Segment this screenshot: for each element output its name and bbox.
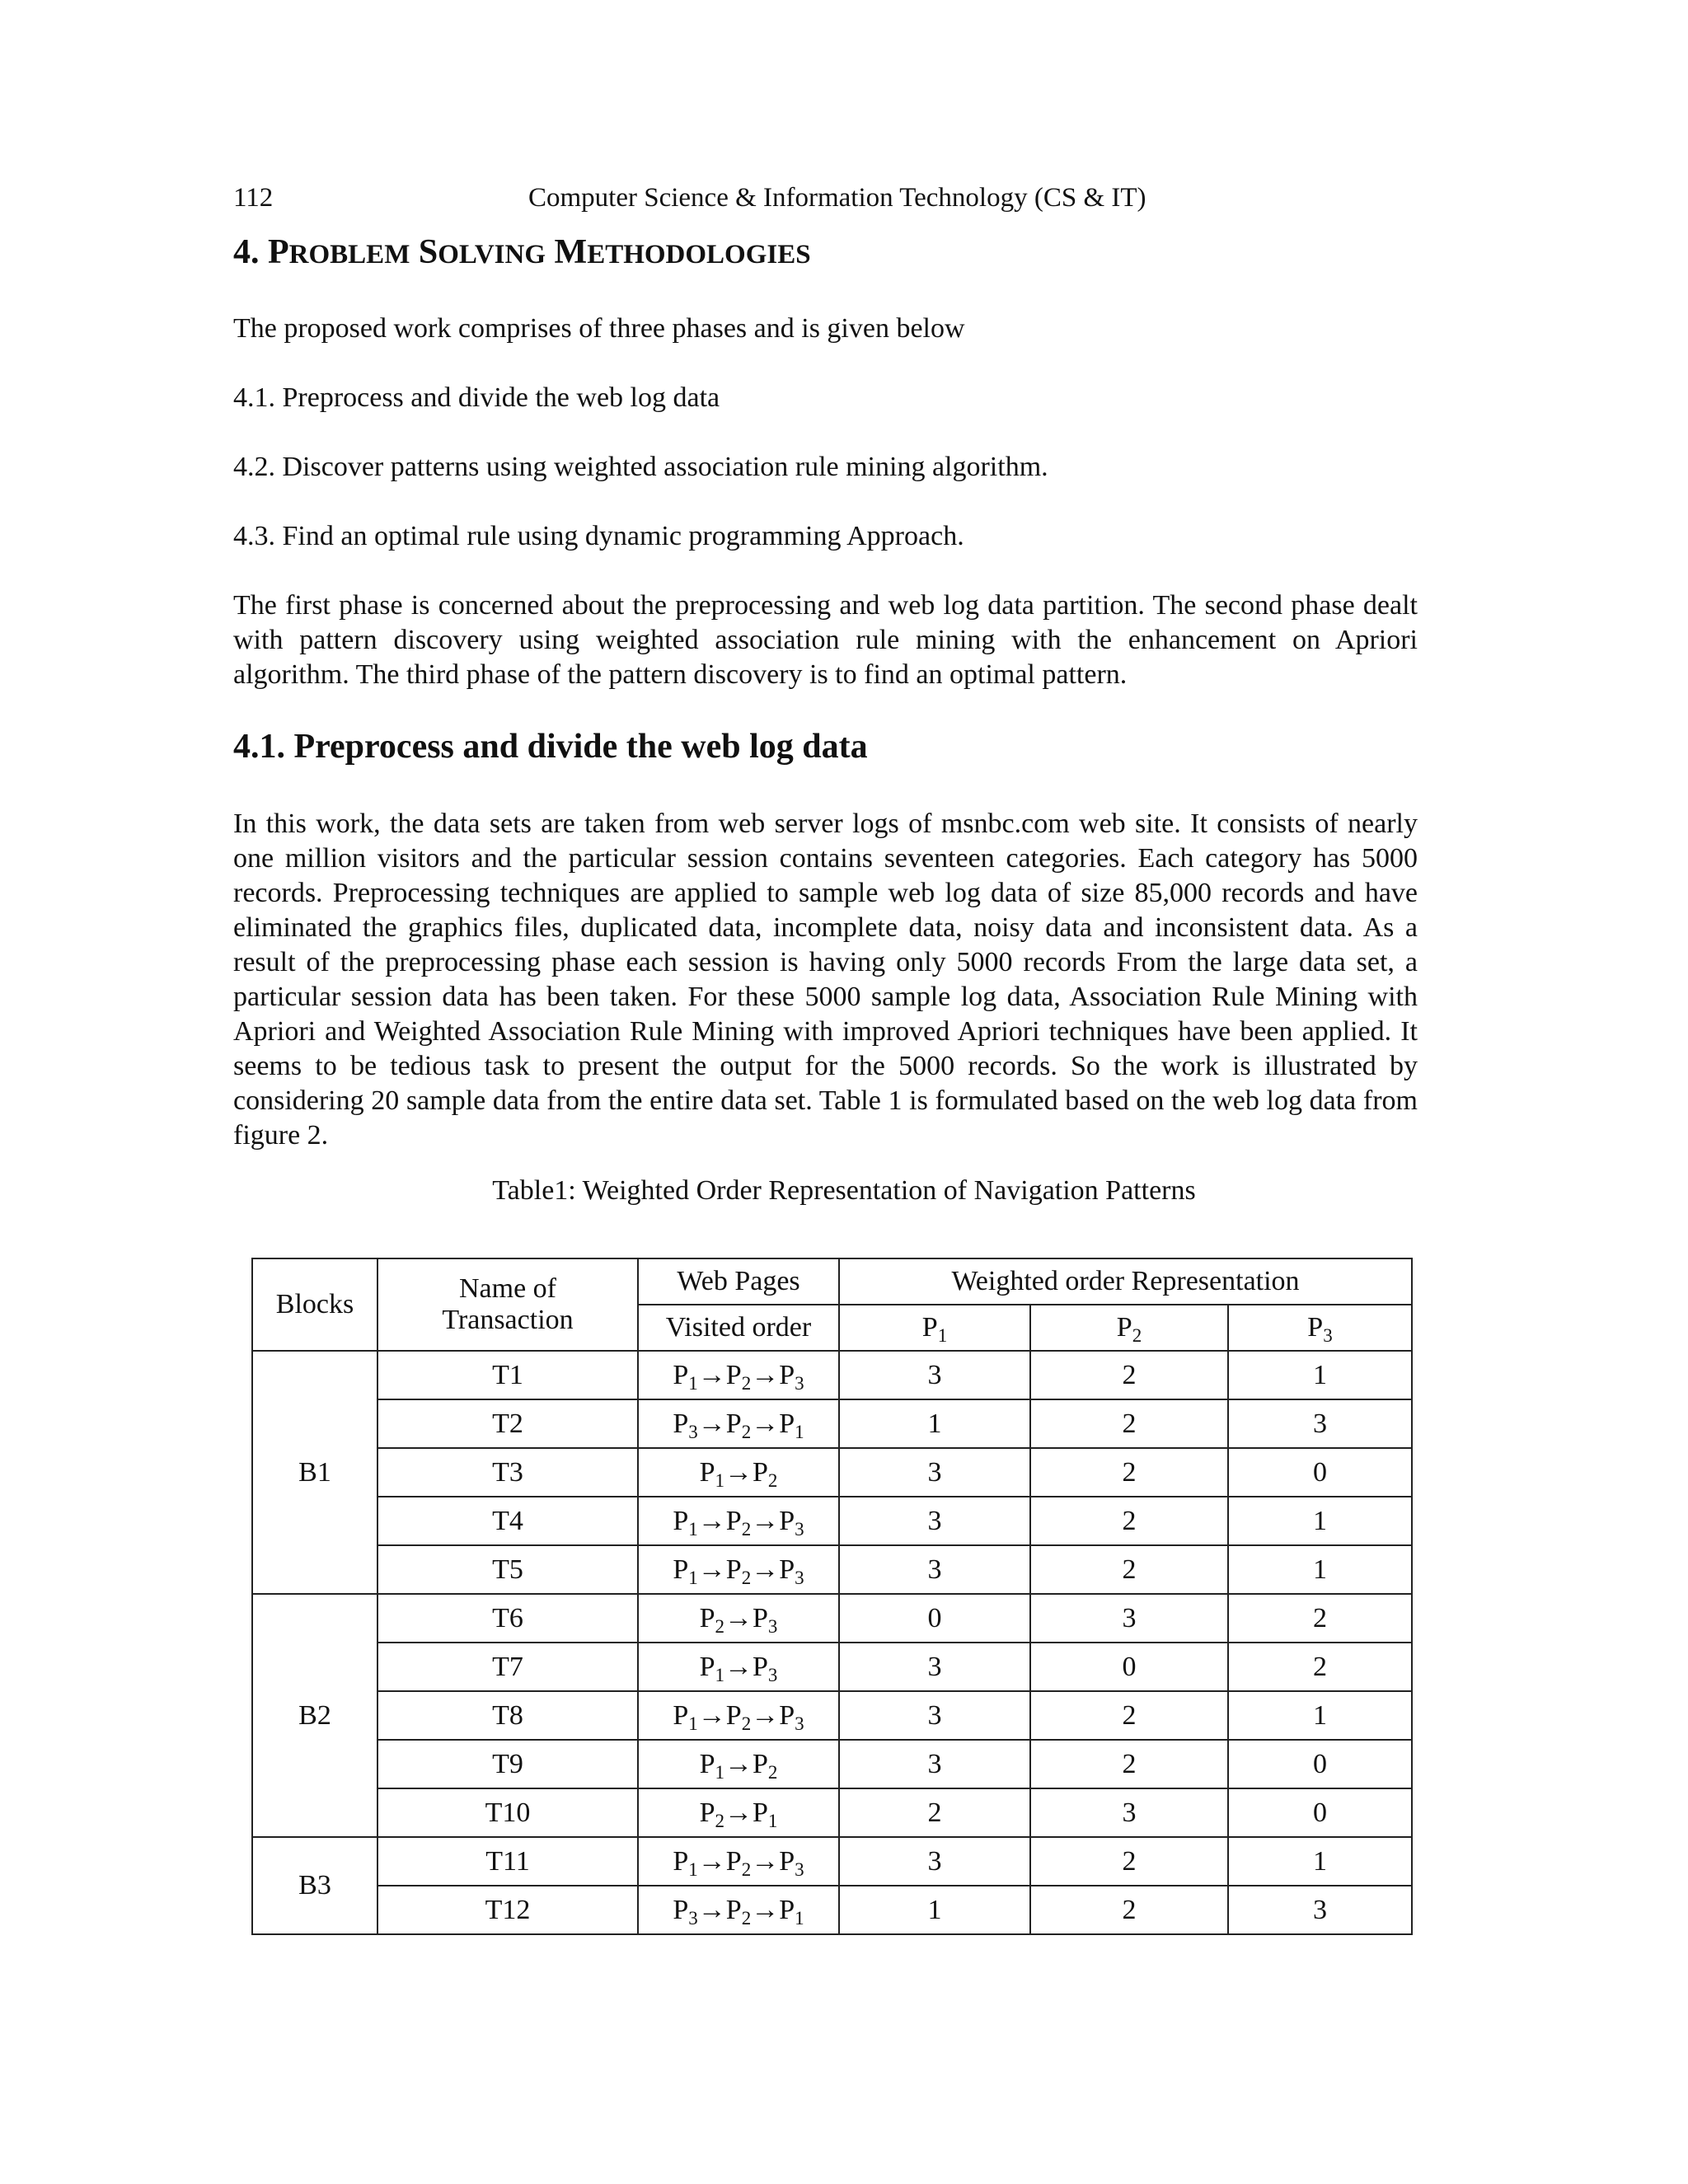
weight-cell-p2: 2 (1030, 1545, 1228, 1594)
table-row (252, 1740, 1412, 1788)
phase-item-3: 4.3. Find an optimal rule using dynamic programming Approach. (233, 521, 964, 551)
visited-order-cell: $P_1\to P_2$ (638, 1448, 839, 1497)
table-row (252, 1399, 1412, 1448)
arrow-icon: → (697, 1699, 726, 1731)
running-header (233, 183, 1420, 221)
col-header-p2: $P_2$ (1030, 1305, 1228, 1351)
table-caption: Table1: Weighted Order Representation of Navigation Patterns (492, 1175, 1196, 1206)
weight-cell-p3: 0 (1228, 1740, 1412, 1788)
weight-cell-p2: 2 (1030, 1351, 1228, 1399)
arrow-icon: → (751, 1408, 780, 1439)
weight-cell-p3: 0 (1228, 1788, 1412, 1837)
arrow-icon: → (697, 1505, 726, 1536)
table-row (252, 1886, 1412, 1934)
weight-cell-p2: 2 (1030, 1691, 1228, 1740)
col-header-pages-line1: Web Pages (638, 1258, 839, 1305)
subsection-heading: 4.1. Preprocess and divide the web log data (233, 728, 868, 766)
weight-cell-p1: 3 (839, 1837, 1030, 1886)
visited-order-cell: $P_3\to P_2\to P_1$ (638, 1399, 839, 1448)
table-row (252, 1545, 1412, 1594)
section-title-word: SOLVING (418, 233, 546, 271)
intro-paragraph: The proposed work comprises of three phases and is given below (233, 313, 965, 344)
summary-paragraph: The first phase is concerned about the preprocessing and web log data partition. The second phase dealt with pattern discovery using weighted association rule mining with the enhancement on Apriori algorithm. The third phase of the pattern discovery is to find an optimal pattern. (233, 590, 1418, 690)
visited-order-cell: $P_1\to P_2\to P_3$ (638, 1545, 839, 1594)
weight-cell-p3: 1 (1228, 1837, 1412, 1886)
phase-item-2: 4.2. Discover patterns using weighted association rule mining algorithm. (233, 452, 1048, 482)
weight-cell-p2: 2 (1030, 1399, 1228, 1448)
section-heading (233, 232, 811, 272)
transaction-cell: T2 (377, 1399, 638, 1448)
journal-title: Computer Science & Information Technology (CS & IT) (528, 183, 1146, 213)
weight-cell-p1: 3 (839, 1643, 1030, 1691)
arrow-icon: → (724, 1456, 753, 1488)
transaction-cell: T10 (377, 1788, 638, 1837)
table-row (252, 1837, 1412, 1886)
arrow-icon: → (751, 1699, 780, 1731)
transaction-cell: T5 (377, 1545, 638, 1594)
weight-cell-p1: 1 (839, 1886, 1030, 1934)
section-title-smallcaps (268, 233, 811, 271)
arrow-icon: → (751, 1845, 780, 1877)
weight-cell-p3: 0 (1228, 1448, 1412, 1497)
section-number: 4. (233, 233, 260, 271)
arrow-icon: → (751, 1359, 780, 1390)
col-header-weighted: Weighted order Representation (839, 1258, 1412, 1305)
arrow-icon: → (751, 1554, 780, 1585)
weight-cell-p3: 2 (1228, 1594, 1412, 1643)
col-header-p1: $P_1$ (839, 1305, 1030, 1351)
transaction-cell: T11 (377, 1837, 638, 1886)
arrow-icon: → (724, 1797, 753, 1828)
visited-order-cell: $P_2\to P_3$ (638, 1594, 839, 1643)
arrow-icon: → (697, 1554, 726, 1585)
table-row (252, 1594, 1412, 1643)
arrow-icon: → (751, 1505, 780, 1536)
navigation-patterns-table (251, 1258, 1413, 1935)
arrow-icon: → (724, 1748, 753, 1779)
weight-cell-p1: 1 (839, 1399, 1030, 1448)
arrow-icon: → (697, 1408, 726, 1439)
transaction-cell: T3 (377, 1448, 638, 1497)
visited-order-cell: $P_1\to P_2\to P_3$ (638, 1837, 839, 1886)
table-row (252, 1448, 1412, 1497)
col-header-blocks: Blocks (252, 1258, 377, 1351)
weight-cell-p1: 0 (839, 1594, 1030, 1643)
weight-cell-p1: 3 (839, 1691, 1030, 1740)
arrow-icon: → (751, 1894, 780, 1925)
arrow-icon: → (724, 1602, 753, 1633)
weight-cell-p3: 1 (1228, 1351, 1412, 1399)
page-number: 112 (233, 183, 274, 213)
weight-cell-p1: 2 (839, 1788, 1030, 1837)
transaction-cell: T8 (377, 1691, 638, 1740)
section-title-word: PROBLEM (268, 233, 410, 271)
arrow-icon: → (697, 1845, 726, 1877)
weight-cell-p2: 2 (1030, 1448, 1228, 1497)
table-row (252, 1691, 1412, 1740)
col-header-transaction: Name of Transaction (377, 1258, 638, 1351)
phase-item-1: 4.1. Preprocess and divide the web log data (233, 382, 720, 413)
weight-cell-p3: 3 (1228, 1399, 1412, 1448)
subsection-body: In this work, the data sets are taken from web server logs of msnbc.com web site. It consists of nearly one million visitors and the particular session contains seventeen categories. Each category has 5000 records. Preprocessing techniques are applied to sample web log data of size 85,000 records and have eliminated the graphics files, duplicated data, incomplete data, noisy data and inconsistent data. As a result of the preprocessing phase each session is having only 5000 records From the large data set, a particular session data has been taken. For these 5000 sample log data, Association Rule Mining with Apriori and Weighted Association Rule Mining with improved Apriori techniques have been applied. It seems to be tedious task to present the output for the 5000 records. So the work is illustrated by considering 20 sample data from the entire data set. Table 1 is formulated based on the web log data from figure 2. (233, 808, 1418, 1151)
weight-cell-p2: 0 (1030, 1643, 1228, 1691)
visited-order-cell: $P_3\to P_2\to P_1$ (638, 1886, 839, 1934)
weight-cell-p3: 1 (1228, 1545, 1412, 1594)
table-row (252, 1643, 1412, 1691)
weight-cell-p1: 3 (839, 1740, 1030, 1788)
weight-cell-p1: 3 (839, 1448, 1030, 1497)
transaction-cell: T4 (377, 1497, 638, 1545)
visited-order-cell: $P_1\to P_2\to P_3$ (638, 1691, 839, 1740)
weight-cell-p2: 2 (1030, 1886, 1228, 1934)
weight-cell-p2: 2 (1030, 1837, 1228, 1886)
weight-cell-p1: 3 (839, 1351, 1030, 1399)
table-row (252, 1788, 1412, 1837)
weight-cell-p3: 1 (1228, 1691, 1412, 1740)
visited-order-cell: $P_1\to P_2$ (638, 1740, 839, 1788)
table-row (252, 1351, 1412, 1399)
section-title-word: METHODOLOGIES (554, 233, 811, 271)
visited-order-cell: $P_1\to P_2\to P_3$ (638, 1351, 839, 1399)
block-cell: B2 (252, 1594, 377, 1837)
visited-order-cell: $P_1\to P_3$ (638, 1643, 839, 1691)
col-header-p3: $P_3$ (1228, 1305, 1412, 1351)
weight-cell-p2: 2 (1030, 1740, 1228, 1788)
table-row (252, 1497, 1412, 1545)
block-cell: B3 (252, 1837, 377, 1934)
arrow-icon: → (697, 1359, 726, 1390)
weight-cell-p2: 2 (1030, 1497, 1228, 1545)
transaction-cell: T12 (377, 1886, 638, 1934)
transaction-cell: T9 (377, 1740, 638, 1788)
visited-order-cell: $P_1\to P_2\to P_3$ (638, 1497, 839, 1545)
arrow-icon: → (724, 1651, 753, 1682)
visited-order-cell: $P_2\to P_1$ (638, 1788, 839, 1837)
weight-cell-p2: 3 (1030, 1788, 1228, 1837)
col-header-pages-line2: Visited order (638, 1305, 839, 1351)
weight-cell-p3: 2 (1228, 1643, 1412, 1691)
transaction-cell: T7 (377, 1643, 638, 1691)
weight-cell-p2: 3 (1030, 1594, 1228, 1643)
weight-cell-p1: 3 (839, 1545, 1030, 1594)
arrow-icon: → (697, 1894, 726, 1925)
transaction-cell: T1 (377, 1351, 638, 1399)
block-cell: B1 (252, 1351, 377, 1594)
weight-cell-p1: 3 (839, 1497, 1030, 1545)
weight-cell-p3: 3 (1228, 1886, 1412, 1934)
transaction-cell: T6 (377, 1594, 638, 1643)
weight-cell-p3: 1 (1228, 1497, 1412, 1545)
